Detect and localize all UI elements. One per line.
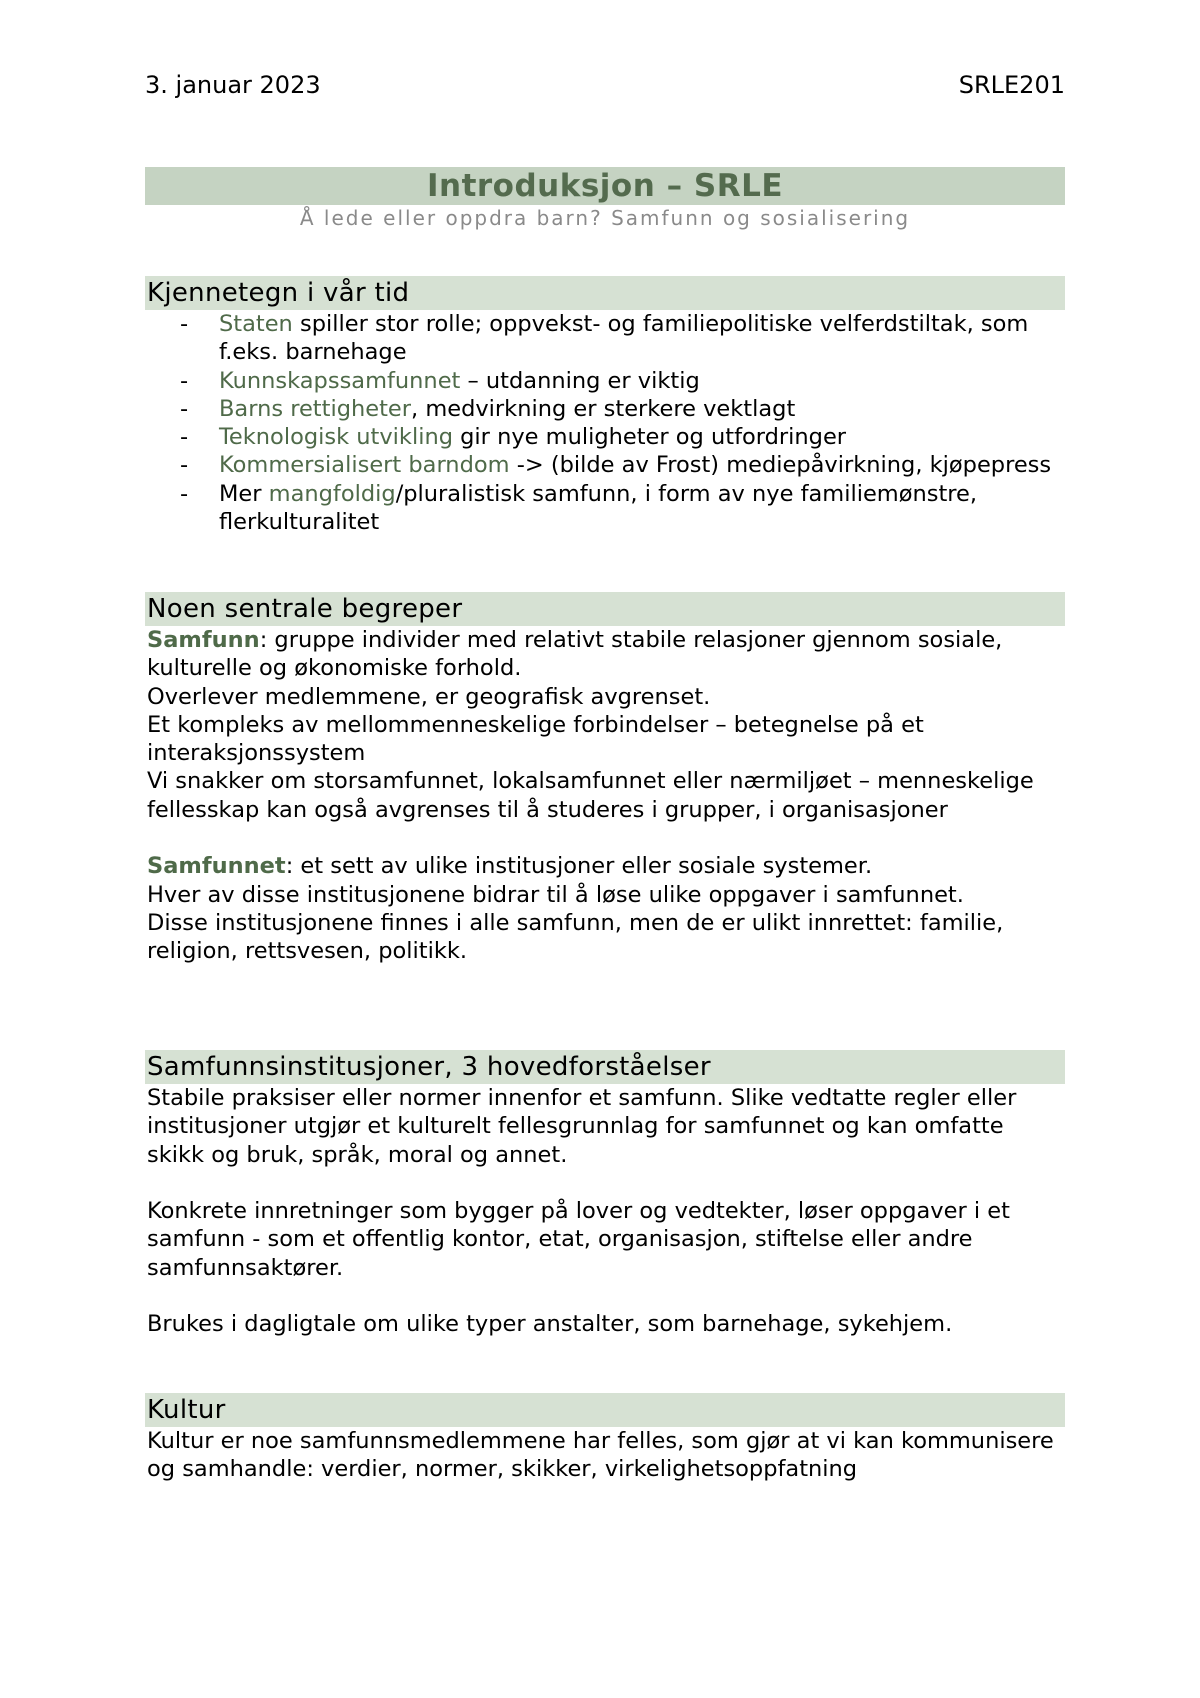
section-begreper bbox=[145, 592, 1065, 966]
item-text: gir nye muligheter og utfordringer bbox=[453, 424, 847, 451]
section-kultur bbox=[145, 1393, 1065, 1484]
term-samfunn: Samfunn bbox=[147, 627, 260, 653]
definition-samfunnet bbox=[147, 852, 1065, 880]
list-item bbox=[180, 451, 1065, 479]
item-text: -> (bilde av Frost) mediepåvirkning, kjøpepress bbox=[509, 452, 1052, 479]
term-samfunnet: Samfunnet bbox=[147, 853, 286, 880]
definition-samfunn bbox=[147, 626, 1065, 683]
dash-bullet: - bbox=[180, 395, 189, 422]
highlight-term: Kunnskapssamfunnet bbox=[219, 367, 461, 394]
paragraph: Disse institusjonene finnes i alle samfunn, men de er ulikt innrettet: familie, religion, rettsvesen, politikk. bbox=[147, 909, 1004, 965]
list-item bbox=[180, 395, 1065, 423]
section-heading: Kjennetegn i vår tid bbox=[145, 276, 1065, 310]
dash-bullet: - bbox=[180, 424, 189, 451]
highlight-term: Teknologisk utvikling bbox=[219, 424, 453, 451]
section-institusjoner bbox=[145, 1050, 1065, 1339]
section-kjennetegn bbox=[145, 276, 1065, 536]
dash-bullet: - bbox=[180, 480, 189, 507]
header-course-code: SRLE201 bbox=[958, 71, 1065, 99]
paragraph: Hver av disse institusjonene bidrar til å løse ulike oppgaver i samfunnet. bbox=[147, 881, 964, 908]
dash-bullet: - bbox=[180, 367, 189, 394]
institusjoner-body bbox=[145, 1084, 1065, 1339]
section-heading: Kultur bbox=[145, 1393, 1065, 1427]
header-date: 3. januar 2023 bbox=[145, 71, 321, 99]
list-item bbox=[180, 367, 1065, 395]
paragraph: Et kompleks av mellommenneskelige forbindelser – betegnelse på et interaksjonssystem bbox=[147, 711, 924, 767]
kultur-body bbox=[145, 1427, 1065, 1484]
section-heading: Samfunnsinstitusjoner, 3 hovedforståelser bbox=[145, 1050, 1065, 1084]
paragraph: Vi snakker om storsamfunnet, lokalsamfunnet eller nærmiljøet – menneskelige fellesskap kan også avgrenses til å studeres i grupper, i organisasjoner bbox=[147, 768, 1034, 823]
paragraph: Brukes i dagligtale om ulike typer anstalter, som barnehage, sykehjem. bbox=[147, 1311, 953, 1338]
definition-text: : gruppe individer med relativt stabile relasjoner gjennom sosiale, kulturelle og økonomiske forhold. bbox=[147, 627, 1003, 682]
paragraph: Kultur er noe samfunnsmedlemmene har felles, som gjør at vi kan kommunisere og samhandle: verdier, normer, skikker, virkelighetsoppfatning bbox=[147, 1428, 1054, 1483]
document-subtitle: Å lede eller oppdra barn? Samfunn og sosialisering bbox=[299, 206, 911, 230]
item-text: /pluralistisk samfunn, i form av nye familiemønstre, flerkulturalitet bbox=[219, 480, 978, 536]
page-header bbox=[145, 70, 1065, 100]
paragraph: Stabile praksiser eller normer innenfor et samfunn. Slike vedtatte regler eller institusjoner utgjør et kulturelt fellesgrunnlag for samfunnet og kan omfatte skikk og bruk, språk, moral og annet. bbox=[147, 1085, 1017, 1168]
dash-bullet: - bbox=[180, 311, 189, 337]
item-text: , medvirkning er sterkere vektlagt bbox=[411, 395, 796, 422]
list-item bbox=[180, 310, 1065, 367]
item-prefix: Mer bbox=[219, 480, 269, 507]
list-item bbox=[180, 423, 1065, 451]
highlight-term: Staten bbox=[219, 311, 293, 337]
kjennetegn-list bbox=[145, 310, 1065, 536]
highlight-term: mangfoldig bbox=[268, 480, 396, 507]
document-title: Introduksjon – SRLE bbox=[145, 167, 1065, 205]
paragraph: Overlever medlemmene, er geografisk avgrenset. bbox=[147, 683, 711, 710]
item-text: – utdanning er viktig bbox=[460, 367, 700, 394]
highlight-term: Barns rettigheter bbox=[219, 395, 412, 422]
definition-text: : et sett av ulike institusjoner eller sosiale systemer. bbox=[285, 853, 873, 880]
dash-bullet: - bbox=[180, 452, 189, 479]
list-item bbox=[180, 480, 1065, 537]
highlight-term: Kommersialisert barndom bbox=[219, 452, 510, 479]
section-heading: Noen sentrale begreper bbox=[145, 592, 1065, 626]
item-text: spiller stor rolle; oppvekst- og familiepolitiske velferdstiltak, som f.eks. barnehage bbox=[219, 311, 1029, 366]
begreper-body bbox=[145, 626, 1065, 966]
paragraph: Konkrete innretninger som bygger på lover og vedtekter, løser oppgaver i et samfunn - som et offentlig kontor, etat, organisasjon, stiftelse eller andre samfunnsaktører. bbox=[147, 1198, 1010, 1281]
